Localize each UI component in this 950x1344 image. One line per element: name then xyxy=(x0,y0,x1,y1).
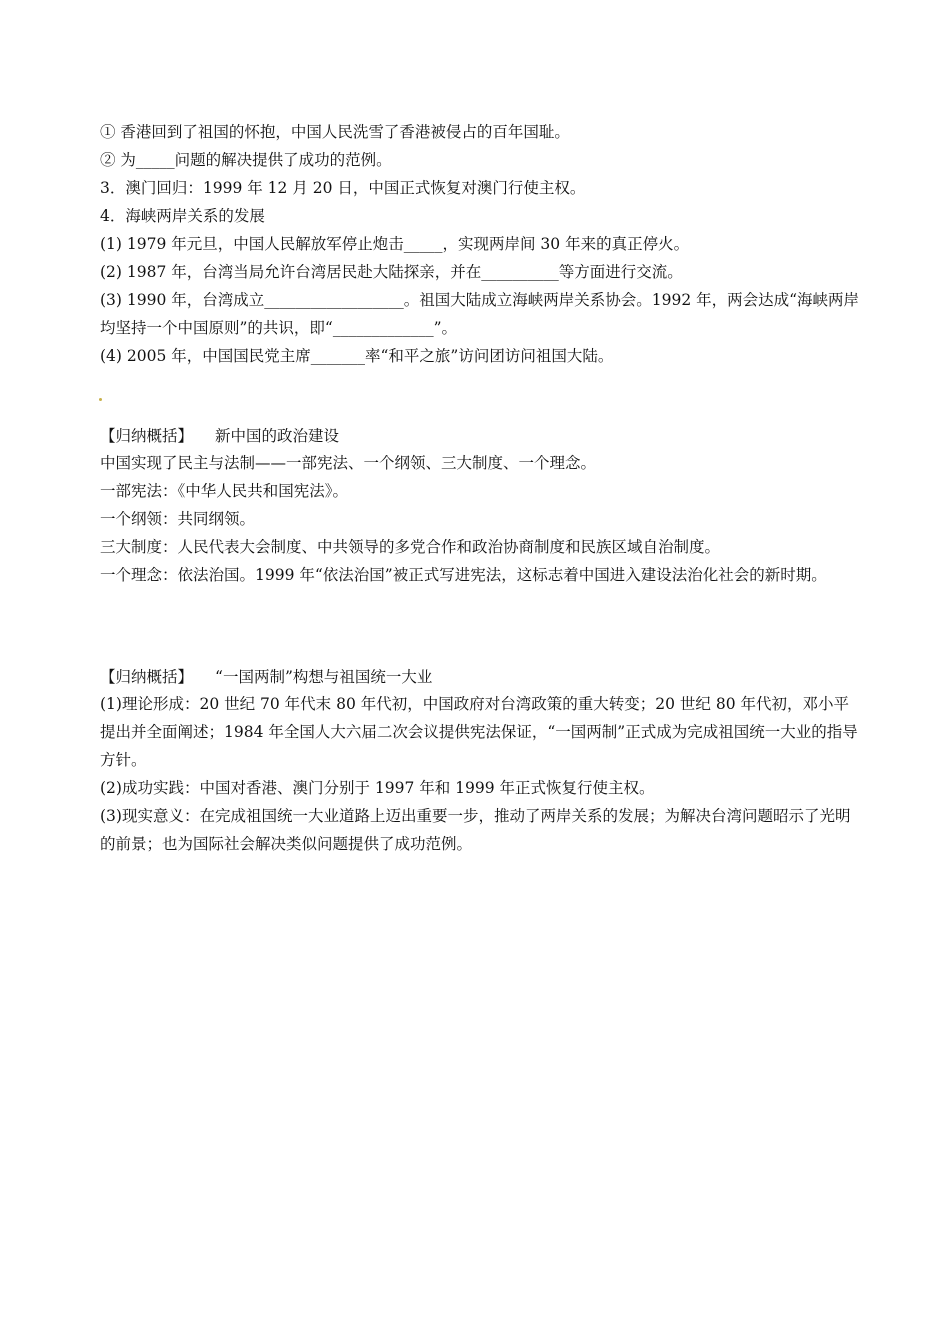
paragraph-constitution: 一部宪法：《中华人民共和国宪法》。 xyxy=(100,482,349,500)
paragraph-theory-formation: (1)理论形成：20 世纪 70 年代末 80 年代初，中国政府对台湾政策的重大转变；20 世纪 80 年代初，邓小平提出并全面阐述；1984 年全国人大六届二次会议提供宪法保证，“一国两制”正式成为完成祖国统一大业的指导方针。 xyxy=(100,695,858,769)
paragraph-rule-of-law: 一个理念：依法治国。1999 年“依法治国”被正式写进宪法，这标志着中国进入建设法治化社会的新时期。 xyxy=(100,566,827,584)
summary-politics-heading xyxy=(100,426,339,446)
paragraph-cross-strait-3: (3) 1990 年，台湾成立__________________。祖国大陆成立海峡两岸关系协会。1992 年，两会达成“海峡两岸均坚持一个中国原则”的共识，即“_____________”。 xyxy=(100,291,860,337)
paragraph-cross-strait-2: (2) 1987 年，台湾当局允许台湾居民赴大陆探亲，并在__________等方面进行交流。 xyxy=(100,263,683,281)
summary-subtitle: “一国两制”构想与祖国统一大业 xyxy=(215,668,433,686)
summary-subtitle: 新中国的政治建设 xyxy=(215,427,340,445)
paragraph-cross-strait-heading: 4．海峡两岸关系的发展 xyxy=(100,207,265,225)
paragraph-hk-return: ① 香港回到了祖国的怀抱，中国人民洗雪了香港被侵占的百年国耻。 xyxy=(100,123,570,141)
paragraph-cross-strait-1: (1) 1979 年元旦，中国人民解放军停止炮击_____，实现两岸间 30 年来的真正停火。 xyxy=(100,235,690,253)
paragraph-significance: (3)现实意义：在完成祖国统一大业道路上迈出重要一步，推动了两岸关系的发展；为解决台湾问题昭示了光明的前景；也为国际社会解决类似问题提供了成功范例。 xyxy=(100,807,851,853)
summary-one-country-heading xyxy=(100,667,432,687)
paragraph-macau-return: 3．澳门回归：1999 年 12 月 20 日，中国正式恢复对澳门行使主权。 xyxy=(100,179,586,197)
paragraph-cross-strait-4: (4) 2005 年，中国国民党主席_______率“和平之旅”访问团访问祖国大陆。 xyxy=(100,347,614,365)
paragraph-model-example: ② 为_____问题的解决提供了成功的范例。 xyxy=(100,151,392,169)
paragraph-program: 一个纲领：共同纲领。 xyxy=(100,510,256,528)
stray-mark xyxy=(99,398,102,401)
paragraph-practice: (2)成功实践：中国对香港、澳门分别于 1997 年和 1999 年正式恢复行使主权。 xyxy=(100,779,655,797)
summary-label: 【归纳概括】 xyxy=(100,427,194,445)
paragraph-systems: 三大制度：人民代表大会制度、中共领导的多党合作和政治协商制度和民族区域自治制度。 xyxy=(100,538,721,556)
paragraph-politics-intro: 中国实现了民主与法制——一部宪法、一个纲领、三大制度、一个理念。 xyxy=(100,454,597,472)
summary-label: 【归纳概括】 xyxy=(100,668,194,686)
